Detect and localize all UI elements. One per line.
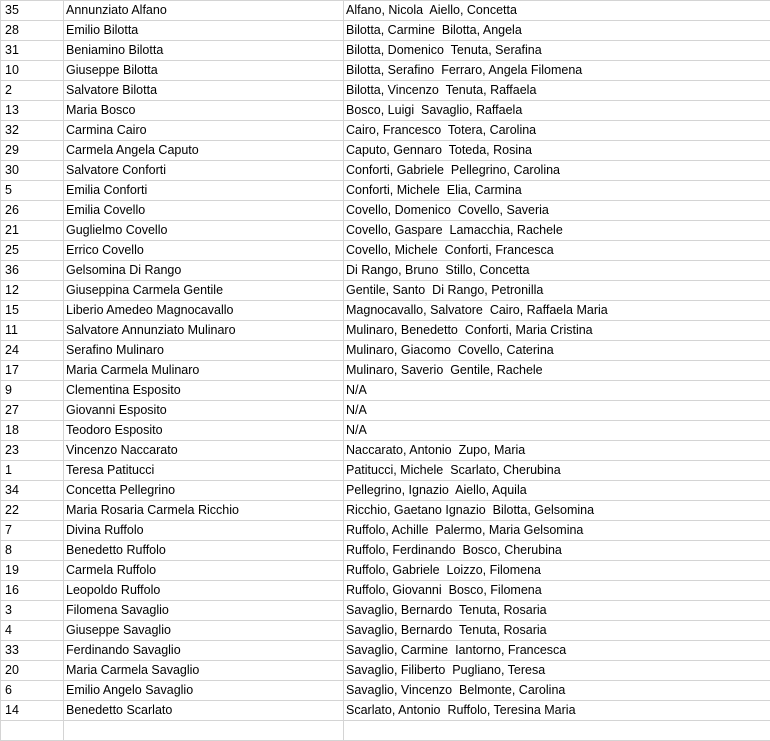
table-row[interactable] — [1, 441, 770, 461]
parents-cell[interactable]: Covello, Gaspare Lamacchia, Rachele — [344, 221, 770, 241]
name-cell[interactable]: Gelsomina Di Rango — [64, 261, 344, 281]
name-cell[interactable]: Benedetto Scarlato — [64, 701, 344, 721]
name-cell[interactable]: Maria Bosco — [64, 101, 344, 121]
parents-cell[interactable]: Conforti, Gabriele Pellegrino, Carolina — [344, 161, 770, 181]
table-row[interactable] — [1, 101, 770, 121]
id-cell[interactable]: 10 — [1, 61, 64, 81]
parents-cell[interactable]: Bilotta, Serafino Ferraro, Angela Filomena — [344, 61, 770, 81]
parents-cell[interactable]: Covello, Domenico Covello, Saveria — [344, 201, 770, 221]
table-row[interactable] — [1, 501, 770, 521]
name-cell[interactable]: Guglielmo Covello — [64, 221, 344, 241]
name-cell[interactable]: Teresa Patitucci — [64, 461, 344, 481]
table-row[interactable] — [1, 461, 770, 481]
name-cell[interactable] — [64, 721, 344, 741]
name-cell[interactable]: Emilia Covello — [64, 201, 344, 221]
name-cell[interactable]: Giuseppe Bilotta — [64, 61, 344, 81]
table-row[interactable] — [1, 721, 770, 741]
parents-cell[interactable]: Bilotta, Carmine Bilotta, Angela — [344, 21, 770, 41]
table-row[interactable] — [1, 381, 770, 401]
table-row[interactable] — [1, 201, 770, 221]
parents-cell[interactable]: Mulinaro, Benedetto Conforti, Maria Cristina — [344, 321, 770, 341]
name-cell[interactable]: Leopoldo Ruffolo — [64, 581, 344, 601]
parents-cell[interactable]: N/A — [344, 421, 770, 441]
parents-cell[interactable]: Mulinaro, Saverio Gentile, Rachele — [344, 361, 770, 381]
table-row[interactable] — [1, 221, 770, 241]
name-cell[interactable]: Giovanni Esposito — [64, 401, 344, 421]
parents-cell[interactable]: Alfano, Nicola Aiello, Concetta — [344, 1, 770, 21]
table-row[interactable] — [1, 361, 770, 381]
name-cell[interactable]: Giuseppe Savaglio — [64, 621, 344, 641]
id-cell[interactable]: 3 — [1, 601, 64, 621]
id-cell[interactable]: 18 — [1, 421, 64, 441]
name-cell[interactable]: Errico Covello — [64, 241, 344, 261]
id-cell[interactable]: 33 — [1, 641, 64, 661]
parents-cell[interactable]: Magnocavallo, Salvatore Cairo, Raffaela Maria — [344, 301, 770, 321]
parents-cell[interactable]: Ricchio, Gaetano Ignazio Bilotta, Gelsomina — [344, 501, 770, 521]
table-row[interactable] — [1, 521, 770, 541]
id-cell[interactable]: 24 — [1, 341, 64, 361]
table-row[interactable] — [1, 321, 770, 341]
id-cell[interactable]: 2 — [1, 81, 64, 101]
parents-cell[interactable]: Savaglio, Filiberto Pugliano, Teresa — [344, 661, 770, 681]
id-cell[interactable]: 27 — [1, 401, 64, 421]
parents-cell[interactable]: Gentile, Santo Di Rango, Petronilla — [344, 281, 770, 301]
id-cell[interactable]: 20 — [1, 661, 64, 681]
id-cell[interactable]: 30 — [1, 161, 64, 181]
parents-cell[interactable]: Patitucci, Michele Scarlato, Cherubina — [344, 461, 770, 481]
name-cell[interactable]: Maria Carmela Mulinaro — [64, 361, 344, 381]
id-cell[interactable]: 21 — [1, 221, 64, 241]
parents-cell[interactable]: Scarlato, Antonio Ruffolo, Teresina Maria — [344, 701, 770, 721]
id-cell[interactable]: 25 — [1, 241, 64, 261]
name-cell[interactable]: Maria Rosaria Carmela Ricchio — [64, 501, 344, 521]
name-cell[interactable]: Emilia Conforti — [64, 181, 344, 201]
id-cell[interactable]: 17 — [1, 361, 64, 381]
name-cell[interactable]: Divina Ruffolo — [64, 521, 344, 541]
table-row[interactable] — [1, 641, 770, 661]
id-cell[interactable]: 12 — [1, 281, 64, 301]
name-cell[interactable]: Clementina Esposito — [64, 381, 344, 401]
parents-cell[interactable]: Naccarato, Antonio Zupo, Maria — [344, 441, 770, 461]
table-row[interactable] — [1, 81, 770, 101]
table-row[interactable] — [1, 301, 770, 321]
id-cell[interactable]: 16 — [1, 581, 64, 601]
parents-cell[interactable]: Ruffolo, Achille Palermo, Maria Gelsomina — [344, 521, 770, 541]
id-cell[interactable]: 28 — [1, 21, 64, 41]
spreadsheet-body — [1, 1, 770, 741]
name-cell[interactable]: Carmela Ruffolo — [64, 561, 344, 581]
id-cell[interactable]: 11 — [1, 321, 64, 341]
table-row[interactable] — [1, 541, 770, 561]
parents-cell[interactable]: Cairo, Francesco Totera, Carolina — [344, 121, 770, 141]
parents-cell[interactable]: Mulinaro, Giacomo Covello, Caterina — [344, 341, 770, 361]
table-row[interactable] — [1, 141, 770, 161]
table-row[interactable] — [1, 681, 770, 701]
id-cell[interactable]: 1 — [1, 461, 64, 481]
name-cell[interactable]: Benedetto Ruffolo — [64, 541, 344, 561]
table-row[interactable] — [1, 621, 770, 641]
name-cell[interactable]: Liberio Amedeo Magnocavallo — [64, 301, 344, 321]
table-row[interactable] — [1, 21, 770, 41]
parents-cell[interactable]: Pellegrino, Ignazio Aiello, Aquila — [344, 481, 770, 501]
parents-cell[interactable]: Savaglio, Bernardo Tenuta, Rosaria — [344, 621, 770, 641]
parents-cell[interactable]: Bosco, Luigi Savaglio, Raffaela — [344, 101, 770, 121]
name-cell[interactable]: Salvatore Bilotta — [64, 81, 344, 101]
id-cell[interactable]: 29 — [1, 141, 64, 161]
id-cell[interactable]: 13 — [1, 101, 64, 121]
parents-cell[interactable] — [344, 721, 770, 741]
table-row[interactable] — [1, 161, 770, 181]
table-row[interactable] — [1, 241, 770, 261]
id-cell[interactable]: 19 — [1, 561, 64, 581]
id-cell[interactable]: 36 — [1, 261, 64, 281]
name-cell[interactable]: Emilio Angelo Savaglio — [64, 681, 344, 701]
id-cell[interactable]: 35 — [1, 1, 64, 21]
name-cell[interactable]: Annunziato Alfano — [64, 1, 344, 21]
id-cell[interactable]: 32 — [1, 121, 64, 141]
parents-cell[interactable]: Ruffolo, Gabriele Loizzo, Filomena — [344, 561, 770, 581]
table-row[interactable] — [1, 481, 770, 501]
table-row[interactable] — [1, 341, 770, 361]
id-cell[interactable]: 5 — [1, 181, 64, 201]
name-cell[interactable]: Filomena Savaglio — [64, 601, 344, 621]
name-cell[interactable]: Carmina Cairo — [64, 121, 344, 141]
table-row[interactable] — [1, 661, 770, 681]
parents-cell[interactable]: Conforti, Michele Elia, Carmina — [344, 181, 770, 201]
name-cell[interactable]: Salvatore Conforti — [64, 161, 344, 181]
name-cell[interactable]: Beniamino Bilotta — [64, 41, 344, 61]
name-cell[interactable]: Emilio Bilotta — [64, 21, 344, 41]
parents-cell[interactable]: N/A — [344, 381, 770, 401]
id-cell[interactable]: 14 — [1, 701, 64, 721]
table-row[interactable] — [1, 581, 770, 601]
id-cell[interactable]: 15 — [1, 301, 64, 321]
id-cell[interactable]: 7 — [1, 521, 64, 541]
table-row[interactable] — [1, 41, 770, 61]
parents-cell[interactable]: Bilotta, Domenico Tenuta, Serafina — [344, 41, 770, 61]
parents-cell[interactable]: Covello, Michele Conforti, Francesca — [344, 241, 770, 261]
name-cell[interactable]: Ferdinando Savaglio — [64, 641, 344, 661]
parents-cell[interactable]: Savaglio, Vincenzo Belmonte, Carolina — [344, 681, 770, 701]
name-cell[interactable]: Maria Carmela Savaglio — [64, 661, 344, 681]
id-cell[interactable]: 31 — [1, 41, 64, 61]
id-cell[interactable]: 4 — [1, 621, 64, 641]
parents-cell[interactable]: Bilotta, Vincenzo Tenuta, Raffaela — [344, 81, 770, 101]
id-cell[interactable]: 23 — [1, 441, 64, 461]
id-cell[interactable]: 22 — [1, 501, 64, 521]
name-cell[interactable]: Concetta Pellegrino — [64, 481, 344, 501]
name-cell[interactable]: Teodoro Esposito — [64, 421, 344, 441]
name-cell[interactable]: Giuseppina Carmela Gentile — [64, 281, 344, 301]
table-row[interactable] — [1, 601, 770, 621]
table-row[interactable] — [1, 421, 770, 441]
name-cell[interactable]: Carmela Angela Caputo — [64, 141, 344, 161]
parents-cell[interactable]: Savaglio, Carmine Iantorno, Francesca — [344, 641, 770, 661]
table-row[interactable] — [1, 561, 770, 581]
parents-cell[interactable]: Di Rango, Bruno Stillo, Concetta — [344, 261, 770, 281]
table-row[interactable] — [1, 181, 770, 201]
id-cell[interactable]: 34 — [1, 481, 64, 501]
id-cell[interactable]: 26 — [1, 201, 64, 221]
id-cell[interactable]: 9 — [1, 381, 64, 401]
name-cell[interactable]: Serafino Mulinaro — [64, 341, 344, 361]
id-cell[interactable]: 8 — [1, 541, 64, 561]
parents-cell[interactable]: Caputo, Gennaro Toteda, Rosina — [344, 141, 770, 161]
table-row[interactable] — [1, 401, 770, 421]
table-row[interactable] — [1, 261, 770, 281]
id-cell[interactable]: 6 — [1, 681, 64, 701]
id-cell[interactable] — [1, 721, 64, 741]
table-row[interactable] — [1, 61, 770, 81]
parents-cell[interactable]: Ruffolo, Giovanni Bosco, Filomena — [344, 581, 770, 601]
table-row[interactable] — [1, 701, 770, 721]
table-row[interactable] — [1, 121, 770, 141]
name-cell[interactable]: Salvatore Annunziato Mulinaro — [64, 321, 344, 341]
parents-cell[interactable]: N/A — [344, 401, 770, 421]
parents-cell[interactable]: Ruffolo, Ferdinando Bosco, Cherubina — [344, 541, 770, 561]
parents-cell[interactable]: Savaglio, Bernardo Tenuta, Rosaria — [344, 601, 770, 621]
table-row[interactable] — [1, 1, 770, 21]
name-cell[interactable]: Vincenzo Naccarato — [64, 441, 344, 461]
table-row[interactable] — [1, 281, 770, 301]
